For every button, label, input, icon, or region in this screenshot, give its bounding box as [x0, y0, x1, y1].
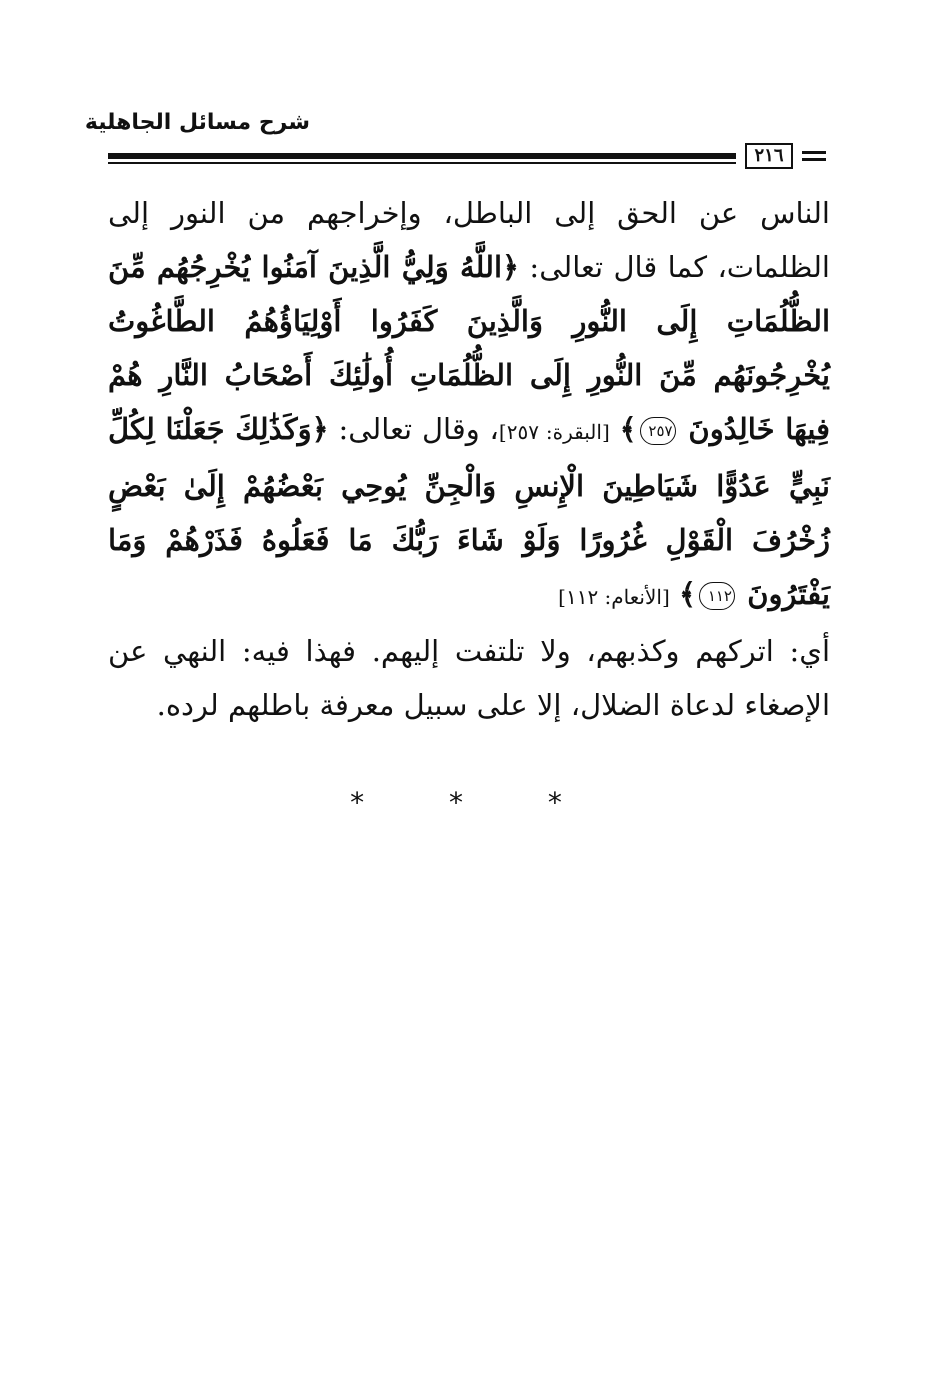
- ayah-bracket-open: ﴿: [311, 412, 329, 446]
- ayah-bracket-close: ﴾: [619, 412, 637, 446]
- running-header-title: شرح مسائل الجاهلية: [84, 110, 310, 135]
- ayah-number-marker: ١١٢: [699, 582, 735, 610]
- page-number-dash: [802, 151, 826, 154]
- main-paragraph: [108, 186, 830, 624]
- ayah-bracket-open: ﴿: [502, 250, 520, 284]
- intro-text: الناس عن الحق إلى الباطل، وإخراجهم من النور إلى الظلمات، كما قال تعالى:: [108, 196, 830, 284]
- ayah-bracket-close: ﴾: [678, 577, 696, 611]
- ayah-number-marker: ٢٥٧: [640, 417, 676, 445]
- connector-text: ، وقال تعالى:: [338, 412, 499, 446]
- quran-verse-baqarah: اللَّهُ وَلِيُّ الَّذِينَ آمَنُوا يُخْرِجُهُم مِّنَ الظُّلُمَاتِ إِلَى النُّورِ وَالَّذِينَ كَفَرُوا أَوْلِيَاؤُهُمُ الطَّاغُوتُ يُخْرِجُونَهُم مِّنَ النُّورِ إِلَى الظُّلُمَاتِ أُولَٰئِكَ أَصْحَابُ النَّارِ هُمْ فِيهَا خَالِدُونَ: [108, 250, 831, 446]
- conclusion-paragraph: أي: اتركهم وكذبهم، ولا تلتفت إليهم. فهذا فيه: النهي عن الإصغاء لدعاة الضلال، إلا على سبيل معرفة باطلهم لرده.: [108, 634, 830, 722]
- header-rule-thick: [108, 153, 736, 159]
- header-rule-thin: [108, 162, 736, 164]
- page-number: ٢١٦: [745, 143, 793, 169]
- section-separator: * * *: [350, 786, 600, 819]
- verse-reference: [البقرة: ٢٥٧]: [498, 420, 610, 444]
- page-number-dash: [802, 158, 826, 161]
- verse-reference: [الأنعام: ١١٢]: [558, 585, 670, 609]
- body-text: [108, 186, 830, 732]
- quran-verse-anam: وَكَذَٰلِكَ جَعَلْنَا لِكُلِّ نَبِيٍّ عَدُوًّا شَيَاطِينَ الْإِنسِ وَالْجِنِّ يُوحِي بَعْضُهُمْ إِلَىٰ بَعْضٍ زُخْرُفَ الْقَوْلِ غُرُورًا وَلَوْ شَاءَ رَبُّكَ مَا فَعَلُوهُ فَذَرْهُمْ وَمَا يَفْتَرُونَ: [108, 412, 830, 611]
